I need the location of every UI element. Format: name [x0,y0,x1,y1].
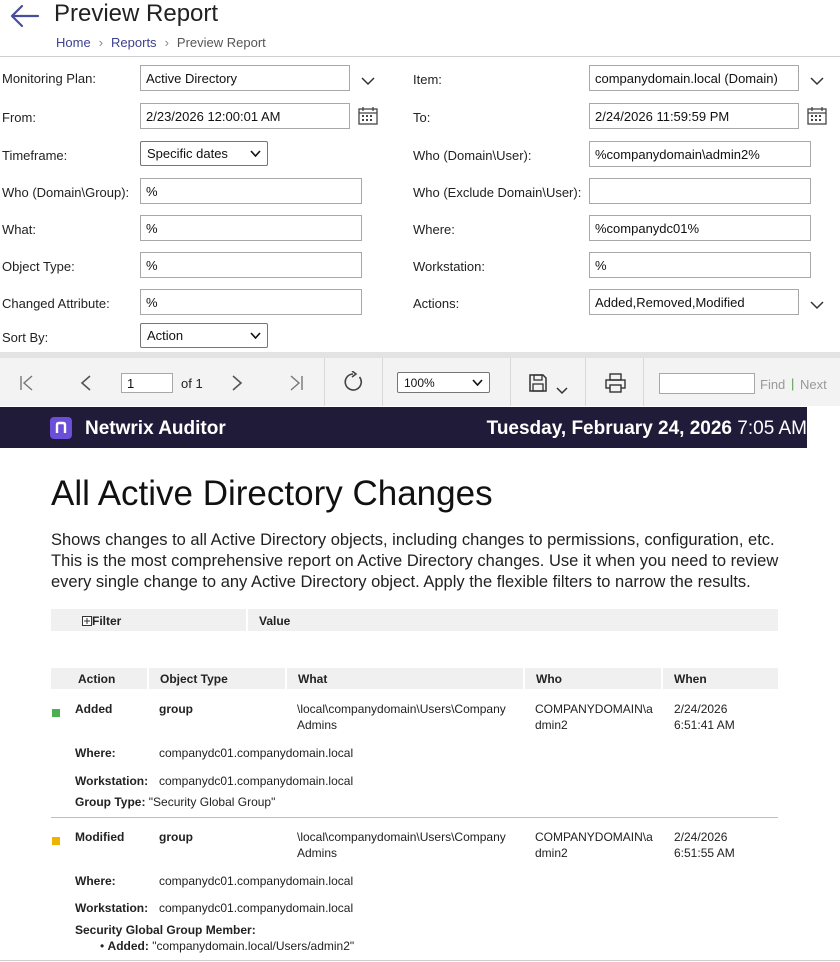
last-page-icon[interactable] [287,374,305,397]
member-added-label: Added: [107,939,149,953]
row-member-title: Security Global Group Member: [75,923,256,937]
toolbar-divider [324,358,325,406]
row-what [297,701,506,733]
column-header-what: What [287,668,523,689]
netwrix-logo-icon [50,417,72,439]
changed-attribute-field[interactable]: % [140,289,362,315]
object-type-label: Object Type: [2,259,75,274]
report-date [487,418,807,440]
toolbar-divider [382,358,383,406]
row-action: Added [75,702,113,716]
what-label: What: [2,222,36,237]
breadcrumb [56,35,266,50]
row-workstation-label: Workstation: [75,901,149,915]
column-header-object-type: Object Type [149,668,285,689]
toolbar-divider [643,358,644,406]
brand-name: Netwrix Auditor [85,418,226,439]
where-field[interactable]: %companydc01% [589,215,811,241]
row-when-line: 6:51:41 AM [674,718,735,732]
row-when-line: 2/24/2026 [674,830,728,844]
row-who-line: dmin2 [535,718,568,732]
toolbar-divider [510,358,511,406]
page-title: Preview Report [54,0,219,27]
changed-attribute-label: Changed Attribute: [2,296,110,311]
save-dropdown-icon[interactable] [556,382,568,400]
filter-table-header [51,609,778,631]
monitoring-plan-label: Monitoring Plan: [2,71,96,86]
print-icon[interactable] [605,373,626,398]
row-action: Modified [75,830,125,844]
column-header-action: Action [51,668,147,689]
chevron-down-icon [250,150,261,157]
report-title: All Active Directory Changes [51,474,493,513]
row-where-label: Where: [75,874,116,888]
modified-status-square-icon [52,837,60,845]
added-status-square-icon [52,709,60,717]
timeframe-value: Specific dates [147,146,228,161]
row-when-line: 6:51:55 AM [674,846,735,860]
chevron-down-icon [472,379,483,386]
row-what [297,829,506,861]
page-number-input[interactable]: 1 [121,373,173,393]
workstation-field[interactable]: % [589,252,811,278]
sort-by-value: Action [147,328,184,343]
row-who-line: COMPANYDOMAIN\a [535,702,653,716]
to-calendar-icon[interactable] [807,107,827,130]
who-exclude-label: Who (Exclude Domain\User): [413,185,582,200]
breadcrumb-home[interactable]: Home [56,35,91,50]
from-date-field[interactable]: 2/23/2026 12:00:01 AM [140,103,350,129]
who-user-field[interactable]: %companydomain\admin2% [589,141,811,167]
who-exclude-field[interactable] [589,178,811,204]
save-icon[interactable] [528,373,548,398]
row-where-label: Where: [75,746,116,760]
expand-plus-icon [82,616,92,626]
row-what-line: \local\companydomain\Users\Company [297,702,506,716]
monitoring-plan-field[interactable]: Active Directory [140,65,350,91]
timeframe-select[interactable] [140,141,268,166]
row-where-value: companydc01.companydomain.local [159,874,354,888]
row-what-line: \local\companydomain\Users\Company [297,830,506,844]
row-what-line: Admins [297,718,338,732]
row-member-item: • Added: "companydomain.local/Users/admin2" [100,939,355,953]
item-field[interactable]: companydomain.local (Domain) [589,65,799,91]
filter-header-label: Filter [92,614,122,628]
zoom-select[interactable] [397,372,490,393]
actions-dropdown-icon[interactable] [810,297,824,315]
next-link[interactable]: Next [800,377,827,392]
sort-by-select[interactable] [140,323,268,348]
row-when [674,701,735,733]
item-label: Item: [413,72,442,87]
page-count-label: of 1 [181,376,203,391]
row-divider [51,817,778,818]
row-workstation-value: companydc01.companydomain.local [159,901,354,915]
row-who-line: COMPANYDOMAIN\a [535,830,653,844]
group-type-label: Group Type: [75,795,146,809]
column-header-who: Who [525,668,661,689]
report-time: 7:05 AM [737,418,807,439]
find-divider: | [791,376,795,391]
back-arrow-icon[interactable] [8,2,42,30]
row-when [674,829,735,861]
row-who-line: dmin2 [535,846,568,860]
row-group-type: Group Type: "Security Global Group" [75,795,276,809]
who-group-field[interactable]: % [140,178,362,204]
find-link[interactable]: Find [760,377,786,392]
to-label: To: [413,110,431,125]
first-page-icon[interactable] [18,374,36,397]
where-label: Where: [413,222,455,237]
breadcrumb-reports[interactable]: Reports [111,35,157,50]
who-user-label: Who (Domain\User): [413,148,532,163]
header-divider [0,56,840,57]
chevron-down-icon [250,332,261,339]
row-where-value: companydc01.companydomain.local [159,746,354,760]
actions-label: Actions: [413,296,460,311]
column-header-when: When [663,668,778,689]
row-object-type: group [159,702,193,716]
filter-table-divider [246,609,248,631]
row-object-type: group [159,830,193,844]
monitoring-plan-dropdown-icon[interactable] [361,73,375,91]
item-dropdown-icon[interactable] [810,73,824,91]
row-who [535,829,653,861]
report-description: Shows changes to all Active Directory objects, including changes to permissions, configuration, etc. This is the most comprehensive report on Active Directory changes. Use it when you need to review every single change to any Active Directory object. Apply the flexible filters to narrow the results. [51,531,779,591]
breadcrumb-current: Preview Report [176,35,266,50]
object-type-field[interactable]: % [140,252,362,278]
previous-page-icon[interactable] [77,374,95,397]
report-date-bold: Tuesday, February 24, 2026 [486,418,732,439]
from-label: From: [2,110,36,125]
who-group-label: Who (Domain\Group): [2,185,130,200]
breadcrumb-chevron-icon: › [98,35,104,50]
value-header-label: Value [259,614,291,628]
toolbar-divider [585,358,586,406]
next-page-icon[interactable] [228,374,246,397]
breadcrumb-chevron-icon: › [164,35,169,50]
zoom-value: 100% [404,375,435,390]
workstation-label: Workstation: [413,259,486,274]
row-when-line: 2/24/2026 [674,702,728,716]
row-who [535,701,653,733]
timeframe-label: Timeframe: [2,148,68,163]
actions-field[interactable]: Added,Removed,Modified [589,289,799,315]
from-calendar-icon[interactable] [358,107,378,130]
sort-by-label: Sort By: [2,330,49,345]
bottom-divider [0,960,840,961]
to-date-field[interactable]: 2/24/2026 11:59:59 PM [589,103,799,129]
find-input[interactable] [659,373,755,394]
refresh-icon[interactable] [342,371,364,398]
filter-toggle[interactable] [82,614,121,628]
row-workstation-label: Workstation: [75,774,149,788]
what-field[interactable]: % [140,215,362,241]
row-workstation-value: companydc01.companydomain.local [159,774,354,788]
row-what-line: Admins [297,846,338,860]
